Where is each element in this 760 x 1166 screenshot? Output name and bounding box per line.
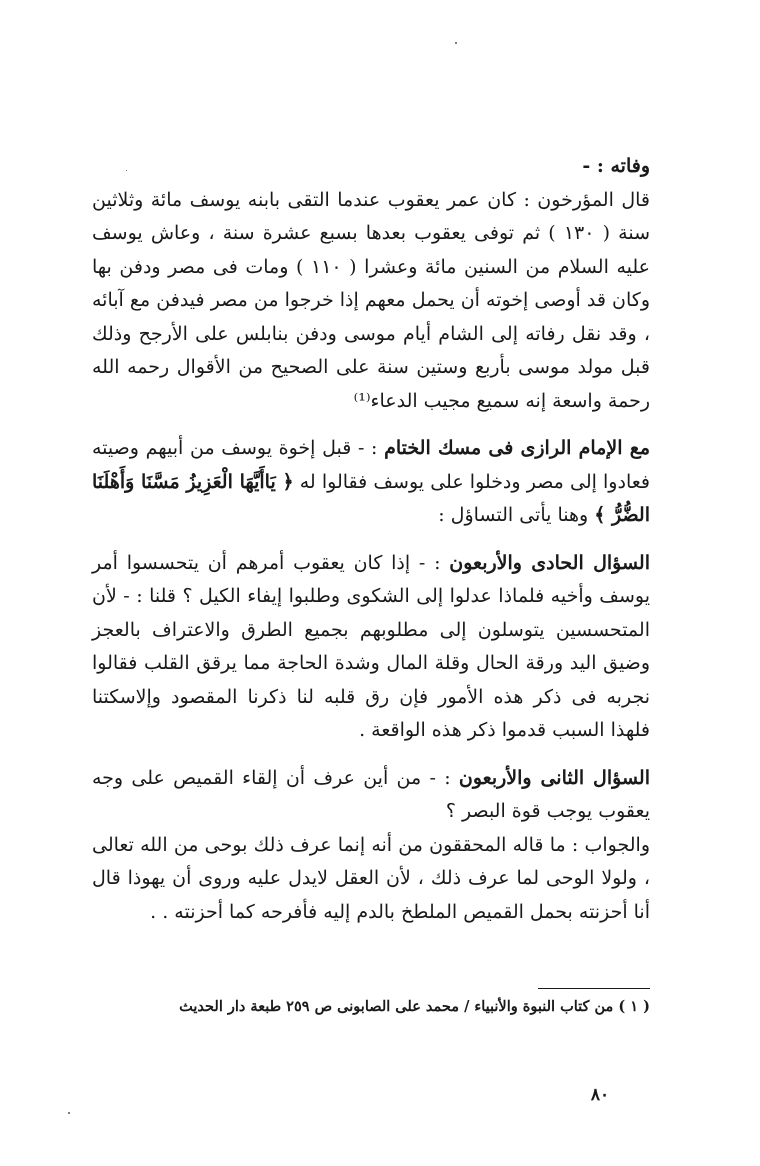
- footnote-divider: [538, 988, 650, 989]
- heading-wafatuh: وفاته : -: [582, 155, 650, 177]
- question-41-text: : - إذا كان يعقوب أمرهم أن يتحسسوا أمر يوسف وأخيه فلماذا عدلوا إلى الشكوى وطلبوا إيفاء الكيل ؟ قلنا : - لأن المتحسسين يتوسلون إلى مطلوبهم بجميع الطرق والاعتراف بالعجز وضيق اليد ورقة الحال وقلة المال وشدة الحاجة مما يرقق القلب فقالوا نجربه فى ذكر هذه الأمور فإن رق قلبه لنا ذكرنا المقصود وإلاسكتنا فلهذا السبب قدموا ذكر هذه الواقعة .: [92, 551, 650, 741]
- footnote: ( ١ ) من كتاب النبوة والأنبياء / محمد على الصابونى ص ٢٥٩ طبعة دار الحديث: [179, 998, 650, 1015]
- question-42-text: : - من أين عرف أن إلقاء القميص على وجه يعقوب يوجب قوة البصر ؟: [92, 766, 650, 822]
- razi-text-before-quran: : - قبل إخوة يوسف من أبيهم وصيته فعادوا إلى مصر ودخلوا على يوسف فقالوا له: [92, 437, 650, 493]
- question-42-heading: السؤال الثانى والأربعون: [458, 766, 650, 789]
- razi-text-after-quran: وهنا يأتى التساؤل :: [438, 504, 595, 526]
- scan-speck: [126, 170, 127, 171]
- page-body: [92, 150, 650, 929]
- paragraph-question-42: [92, 762, 650, 829]
- paragraph-question-41: [92, 547, 650, 748]
- scan-speck: [68, 1112, 70, 1114]
- page-number: ٨٠: [590, 1085, 610, 1105]
- question-41-heading: السؤال الحادى والأربعون: [449, 551, 650, 574]
- razi-quran-verse: ﴿ يَاأَيَّهَا الْعَزِيزُ مَسَّنَا وَأَهْلَنَا الضُّرُّ ﴾: [92, 470, 650, 526]
- paragraph-answer: والجواب : ما قاله المحققون من أنه إنما عرف ذلك بوحى من الله تعالى ، ولولا الوحى لما عرف ذلك ، لأن العقل لايدل عليه وروى أن يهوذا قال أنا أحزنته بحمل القميص الملطخ بالدم إليه فأفرحه كما أحزنته . .: [92, 833, 650, 923]
- scan-speck: [455, 42, 457, 44]
- paragraph-razi: [92, 432, 650, 533]
- razi-heading: مع الإمام الرازى فى مسك الختام: [384, 437, 651, 459]
- paragraph-wafatuh: قال المؤرخون : كان عمر يعقوب عندما التقى بابنه يوسف مائة وثلاثين سنة ( ١٣٠ ) ثم توفى يعقوب بعدها بسبع عشرة سنة ، وعاش يوسف عليه السلام من السنين مائة وعشرا ( ١١٠ ) ومات فى مصر ودفن بها وكان قد أوصى إخوته أن يحمل معهم إذا خرجوا من مصر فيدفن مع آبائه ، وقد نقل رفاته إلى الشام أيام موسى ودفن بنابلس على الأرجح وذلك قبل مولد موسى بأربع وستين سنة على الصحيح من الأقوال رحمه الله رحمة واسعة إنه سميع مجيب الدعاء⁽¹⁾: [92, 188, 650, 412]
